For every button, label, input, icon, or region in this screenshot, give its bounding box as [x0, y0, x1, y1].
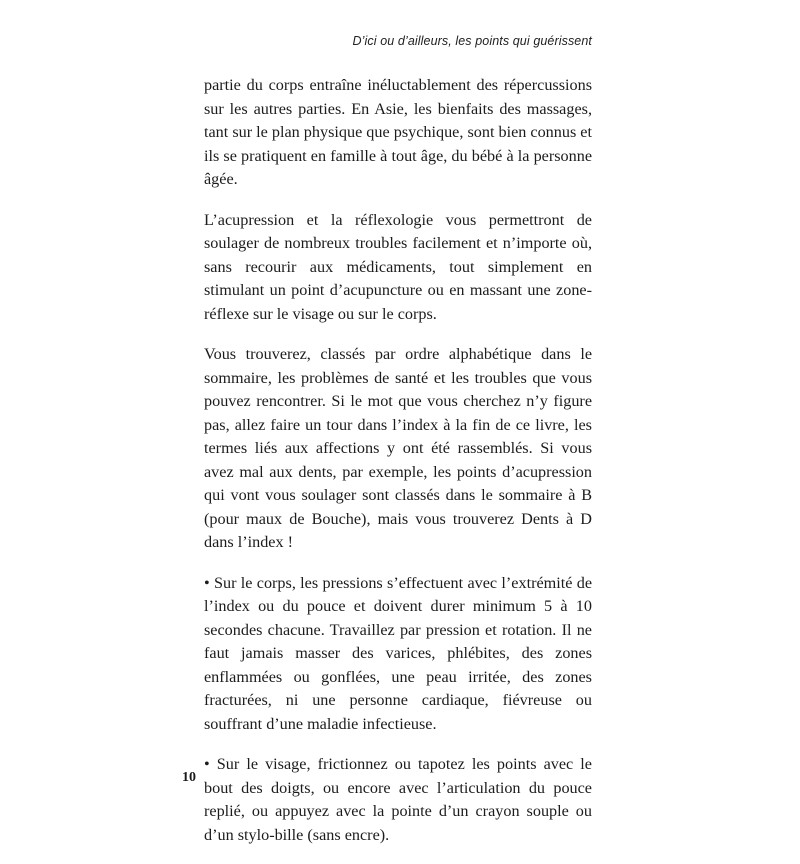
paragraph-massage-benefits: partie du corps entraîne inéluctablement des répercussions sur les autres parties. En Asie, les bienfaits des massages, tant sur le plan physique que psychique, sont bien connus et ils se pratiquent en famille à tout âge, du bébé à la personne âgée.: [204, 76, 592, 188]
paragraph-body-pressure-bullet: • Sur le corps, les pressions s’effectuent avec l’extrémité de l’index ou du pouce et doivent durer minimum 5 à 10 secondes chacune. Travaillez par pression et rotation. Il ne faut jamais masser des varices, phlébites, des zones enflammées ou gonflées, une peau irritée, des zones fracturées, ni une personne cardiaque, fiévreuse ou souffrant d’une maladie infectieuse.: [204, 573, 592, 733]
paragraph-acupression-intro: L’acupression et la réflexologie vous permettront de soulager de nombreux troubles facilement et n’importe où, sans recourir aux médicaments, tout simplement en stimulant un point d’acupuncture ou en massant une zone-réflexe sur le visage ou sur le corps.: [204, 210, 592, 323]
running-header-title: D’ici ou d’ailleurs, les points qui guérissent: [352, 34, 592, 48]
paragraph-how-to-use: Vous trouverez, classés par ordre alphabétique dans le sommaire, les problèmes de santé et les troubles que vous pouvez rencontrer. Si le mot que vous cherchez n’y figure pas, allez faire un tour dans l’index à la fin de ce livre, les termes liés aux affections y ont été rassemblés. Si vous avez mal aux dents, par exemple, les points d’acupression qui vont vous soulager sont classés dans le sommaire à B (pour maux de Bouche), mais vous trouverez Dents à D dans l’index !: [204, 345, 592, 551]
page-number: 10: [182, 770, 196, 785]
paragraph-face-pressure-bullet: • Sur le visage, frictionnez ou tapotez les points avec le bout des doigts, ou encore avec l’articulation du pouce replié, ou appuyez avec la pointe d’un crayon souple ou d’un stylo-bille (sans encre).: [204, 755, 592, 844]
body-text: [204, 74, 592, 864]
